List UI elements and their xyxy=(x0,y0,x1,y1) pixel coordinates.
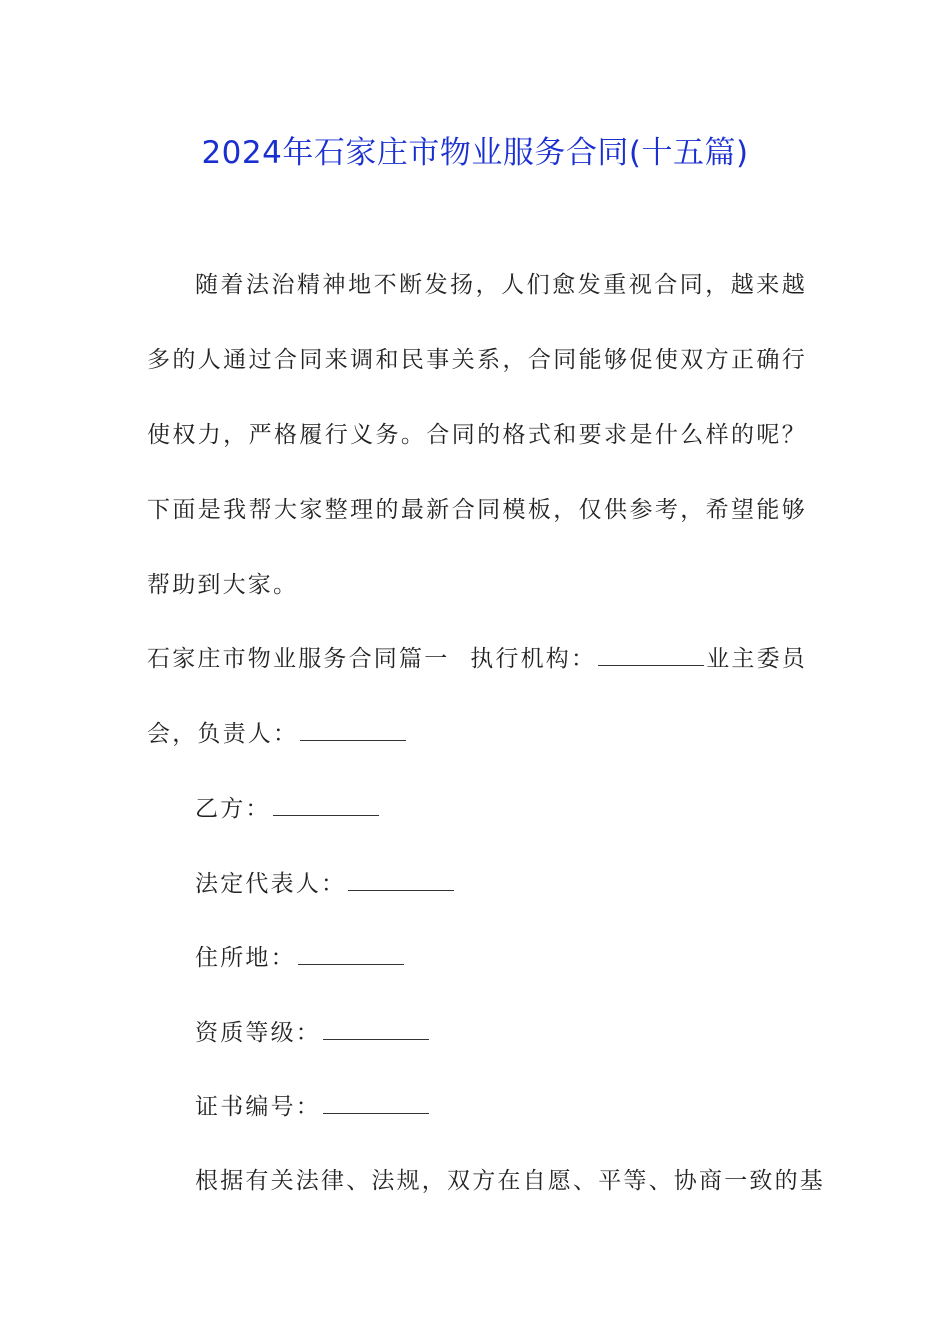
address-label: 住所地： xyxy=(195,945,296,971)
party-a-label: 执行机构： xyxy=(470,646,597,672)
legal-rep-label: 法定代表人： xyxy=(195,871,347,897)
party-a-suffix: 业主委员 xyxy=(706,646,807,672)
qualification-blank xyxy=(323,1017,429,1040)
party-b-line xyxy=(195,772,807,847)
party-a-continued: 会，负责人： xyxy=(147,721,299,747)
party-b-label: 乙方： xyxy=(195,796,271,822)
document-title: 2024年石家庄市物业服务合同(十五篇) xyxy=(201,135,749,171)
intro-paragraph: 随着法治精神地不断发扬，人们愈发重视合同，越来越多的人通过合同来调和民事关系，合同能够促使双方正确行使权力，严格履行义务。合同的格式和要求是什么样的呢？下面是我帮大家整理的最新合同模板，仅供参考，希望能够帮助到大家。 xyxy=(147,272,807,598)
qualification-line xyxy=(195,996,807,1071)
closing-text: 根据有关法律、法规，双方在自愿、平等、协商一致的基 xyxy=(195,1168,825,1194)
address-blank xyxy=(298,942,404,965)
legal-rep-blank xyxy=(348,868,454,891)
address-line xyxy=(195,921,807,996)
closing-line xyxy=(195,1144,825,1219)
section-heading-line xyxy=(147,622,807,697)
party-b-blank xyxy=(273,793,379,816)
qualification-label: 资质等级： xyxy=(195,1020,321,1046)
certificate-line xyxy=(195,1070,807,1145)
certificate-blank xyxy=(323,1091,429,1114)
certificate-label: 证书编号： xyxy=(195,1094,321,1120)
legal-rep-line xyxy=(195,847,807,922)
party-a-blank xyxy=(598,643,704,666)
party-a-continued-line xyxy=(147,697,807,772)
section-heading: 石家庄市物业服务合同篇一 xyxy=(147,646,450,672)
responsible-person-blank xyxy=(300,718,406,741)
